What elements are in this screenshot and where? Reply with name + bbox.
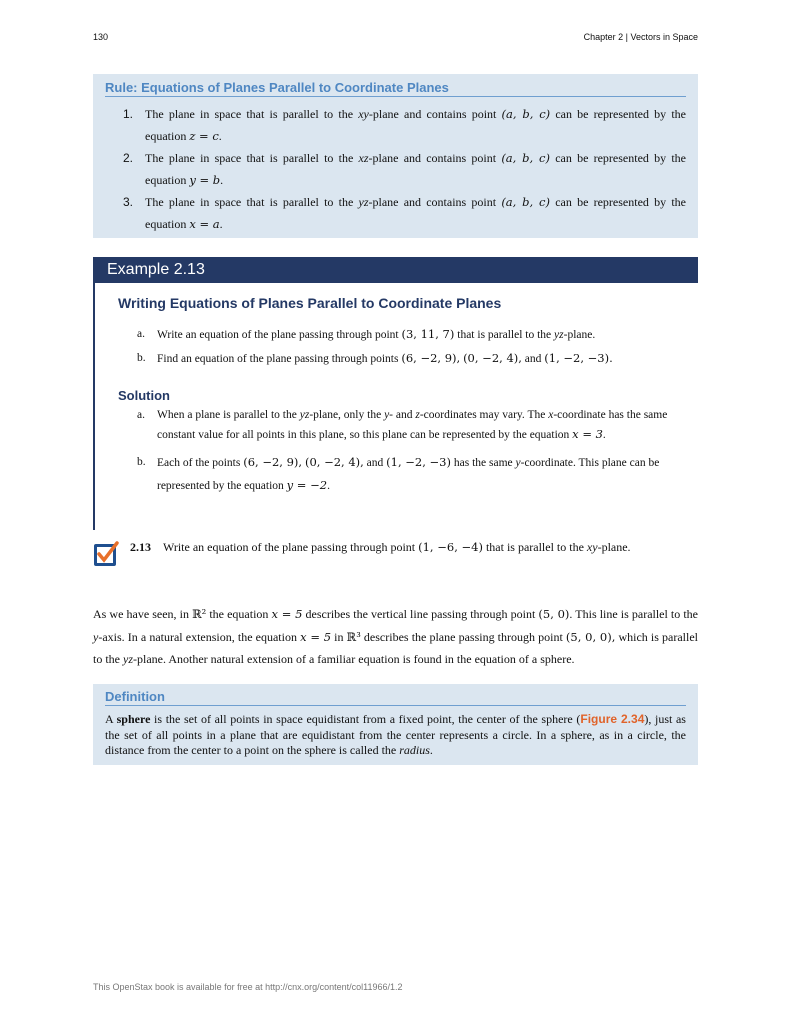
- rule-item: [123, 147, 686, 191]
- text-run: Write an equation of the plane passing through point: [157, 329, 402, 341]
- math-expression: (3, 11, 7): [401, 327, 455, 341]
- rule-item: [123, 103, 686, 147]
- problem-item: [137, 349, 677, 369]
- checkpoint-text: [163, 540, 631, 554]
- solution-item: [137, 451, 677, 497]
- text-run: The plane in space that is parallel to the: [145, 151, 359, 165]
- text-run: -plane and contains point: [368, 107, 502, 121]
- example-header: Example 2.13: [93, 257, 698, 283]
- text-run: and: [521, 353, 545, 365]
- text-run: which is parallel to the: [93, 629, 699, 666]
- body-paragraph: [93, 603, 698, 671]
- example-subtitle: Writing Equations of Planes Parallel to Coordinate Planes: [118, 295, 502, 311]
- figure-link[interactable]: Figure 2.34: [580, 712, 645, 726]
- definition-title: Definition: [105, 689, 686, 706]
- rule-text: [145, 103, 686, 147]
- definition-text: [105, 712, 686, 759]
- bold-term: sphere: [116, 712, 151, 726]
- italic-text: y: [384, 409, 390, 421]
- math-expression: (6, −2, 9),: [243, 455, 303, 469]
- italic-text: xy: [358, 107, 369, 121]
- text-run: A: [105, 712, 117, 726]
- math-expression: y = b: [189, 173, 221, 187]
- math-expression: x = 3: [572, 427, 603, 441]
- text-run: can be represented by the equation: [145, 195, 686, 231]
- text-run: -plane. Another natural extension of a familiar equation is found in the equation of a sphere.: [133, 652, 575, 666]
- math-expression: x = 5: [271, 607, 303, 621]
- text-run: As we have seen, in: [93, 607, 193, 621]
- text-run: . This line is parallel to the: [569, 607, 699, 621]
- italic-text: yz: [299, 409, 310, 421]
- text-run: The plane in space that is parallel to the: [145, 107, 359, 121]
- item-text: [157, 406, 677, 445]
- math-expression: (6, −2, 9),: [401, 351, 461, 365]
- item-letter: a.: [137, 409, 145, 421]
- text-run: and: [363, 457, 387, 469]
- math-expression: (0, −2, 4),: [304, 455, 364, 469]
- math-expression: ℝ²: [192, 607, 207, 621]
- text-run: can be represented by the equation: [145, 151, 686, 187]
- problem-list: [137, 325, 677, 369]
- item-letter: b.: [137, 456, 146, 468]
- text-run: When a plane is parallel to the: [157, 409, 300, 421]
- math-expression: y = −2: [286, 478, 328, 492]
- text-run: .: [218, 129, 222, 143]
- item-letter: a.: [137, 328, 145, 340]
- math-expression: x = a: [189, 217, 220, 231]
- italic-text: xy: [586, 540, 598, 554]
- text-run: ), just as the set of all points in a plane that are equidistant from the center represents a circle. In a sphere, as in a circle, the distance from the center to a point on the sphere is called the: [105, 712, 686, 757]
- text-run: - and: [389, 409, 416, 421]
- rule-text: [145, 147, 686, 191]
- text-run: .: [220, 173, 224, 187]
- text-run: -coordinate has the same constant value for all points in this plane, so this plane can be represented by the equation: [157, 409, 668, 441]
- checkpoint-number: 2.13: [130, 540, 151, 554]
- rule-item: [123, 191, 686, 235]
- math-expression: (1, −6, −4): [418, 540, 483, 554]
- italic-text: yz: [358, 195, 369, 209]
- item-letter: b.: [137, 352, 146, 364]
- italic-text: radius: [399, 743, 430, 757]
- rule-title: Rule: Equations of Planes Parallel to Coordinate Planes: [105, 80, 686, 97]
- footer: This OpenStax book is available for free at http://cnx.org/content/col11966/1.2: [93, 982, 403, 992]
- definition-box: [93, 684, 698, 765]
- text-run: .: [429, 743, 433, 757]
- solution-heading: Solution: [118, 388, 170, 403]
- rule-number: 2.: [123, 151, 134, 165]
- text-run: -plane.: [597, 540, 631, 554]
- solution-list: [137, 406, 677, 497]
- text-run: describes the plane passing through point: [360, 629, 566, 644]
- rule-text: [145, 191, 686, 235]
- text-run: can be represented by the equation: [145, 107, 687, 143]
- math-expression: (1, −2, −3): [386, 455, 451, 469]
- rule-box: [93, 74, 698, 238]
- math-expression: ℝ³: [346, 629, 361, 644]
- checkpoint: [130, 540, 631, 555]
- math-expression: (5, 0): [538, 607, 570, 621]
- math-expression: (0, −2, 4),: [463, 351, 522, 365]
- italic-text: y: [515, 457, 521, 469]
- math-expression: (a, b, c): [501, 151, 550, 165]
- text-run: .: [602, 429, 606, 441]
- italic-text: xz: [358, 151, 369, 165]
- text-run: -plane, only the: [309, 409, 385, 421]
- rule-number: 1.: [123, 107, 134, 121]
- problem-item: [137, 325, 677, 345]
- text-run: The plane in space that is parallel to the: [145, 195, 359, 209]
- italic-text: x: [548, 409, 554, 421]
- italic-text: z: [415, 409, 420, 421]
- italic-text: yz: [554, 329, 564, 341]
- italic-text: yz: [123, 652, 133, 666]
- math-expression: (5, 0, 0),: [565, 629, 616, 644]
- item-text: [157, 451, 677, 497]
- example-border: [93, 283, 95, 530]
- text-run: -plane and contains point: [368, 195, 502, 209]
- text-run: in: [331, 629, 347, 644]
- solution-item: [137, 406, 677, 445]
- text-run: that is parallel to the: [482, 540, 587, 554]
- math-expression: (a, b, c): [501, 107, 551, 121]
- item-text: [157, 349, 613, 369]
- item-text: [157, 325, 595, 345]
- text-run: Write an equation of the plane passing through point: [163, 540, 419, 554]
- text-run: has the same: [450, 457, 516, 469]
- math-expression: (a, b, c): [501, 195, 550, 209]
- text-run: -axis. In a natural extension, the equation: [98, 629, 301, 644]
- text-run: .: [219, 217, 223, 231]
- chapter-title: Chapter 2 | Vectors in Space: [583, 32, 698, 42]
- rule-number: 3.: [123, 195, 134, 209]
- text-run: Each of the points: [157, 457, 244, 469]
- text-run: -coordinates may vary. The: [419, 409, 549, 421]
- checkpoint-icon: [93, 541, 119, 572]
- text-run: is the set of all points in space equidistant from a fixed point, the center of the sphere (: [150, 712, 581, 726]
- math-expression: z = c: [189, 129, 219, 143]
- text-run: that is parallel to the: [454, 329, 555, 341]
- text-run: .: [327, 480, 330, 492]
- page-number: 130: [93, 32, 109, 42]
- text-run: -plane and contains point: [368, 151, 502, 165]
- text-run: -coordinate. This plane can be represented by the equation: [157, 457, 660, 492]
- italic-text: y: [93, 629, 99, 644]
- text-run: describes the vertical line passing through point: [302, 607, 539, 621]
- text-run: -plane.: [563, 329, 596, 341]
- text-run: the equation: [206, 607, 272, 621]
- text-run: Find an equation of the plane passing through points: [157, 353, 402, 365]
- math-expression: (1, −2, −3).: [544, 351, 613, 365]
- math-expression: x = 5: [300, 629, 332, 644]
